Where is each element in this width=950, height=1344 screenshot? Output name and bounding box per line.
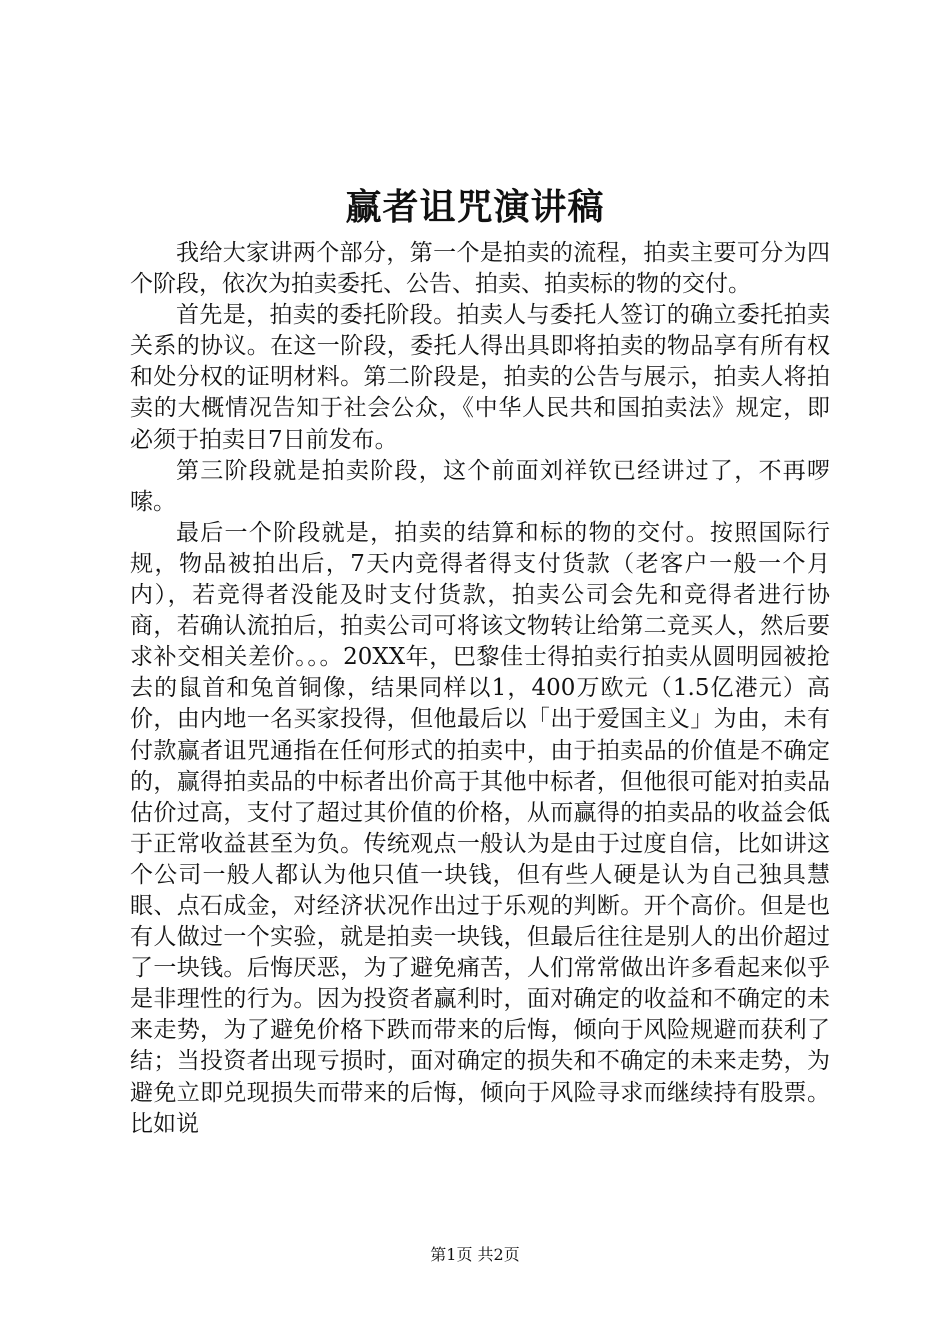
paragraph-intro: 我给大家讲两个部分，第一个是拍卖的流程，拍卖主要可分为四个阶段，依次为拍卖委托、公告、拍卖、拍卖标的物的交付。 (130, 240, 830, 298)
paragraph-auction-stage: 第三阶段就是拍卖阶段，这个前面刘祥钦已经讲过了，不再啰嗦。 (130, 457, 830, 515)
paragraph-commission-stage: 首先是，拍卖的委托阶段。拍卖人与委托人签订的确立委托拍卖关系的协议。在这一阶段，委托人得出具即将拍卖的物品享有所有权和处分权的证明材料。第二阶段是，拍卖的公告与展示，拍卖人将拍卖的大概情况告知于社会公众，《中华人民共和国拍卖法》规定，即必须于拍卖日7日前发布。 (130, 302, 830, 453)
page-footer: 第1页 共2页 (430, 1245, 520, 1264)
document-body (130, 238, 830, 1140)
paragraph-settlement-stage: 最后一个阶段就是，拍卖的结算和标的物的交付。按照国际行规，物品被拍出后，7天内竞得者得支付货款（老客户一般一个月内），若竞得者没能及时支付货款，拍卖公司会先和竞得者进行协商，若确认流拍后，拍卖公司可将该文物转让给第二竞买人，然后要求补交相关差价。。。20XX年，巴黎佳士得拍卖行拍卖从圆明园被抢去的鼠首和兔首铜像，结果同样以1，400万欧元（1.5亿港元）高价，由内地一名买家投得，但他最后以「出于爱国主义」为由，未有付款赢者诅咒通指在任何形式的拍卖中，由于拍卖品的价值是不确定的，赢得拍卖品的中标者出价高于其他中标者，但他很可能对拍卖品估价过高，支付了超过其价值的价格，从而赢得的拍卖品的收益会低于正常收益甚至为负。传统观点一般认为是由于过度自信，比如讲这个公司一般人都认为他只值一块钱，但有些人硬是认为自己独具慧眼、点石成金，对经济状况作出过于乐观的判断。开个高价。但是也有人做过一个实验，就是拍卖一块钱，但最后往往是别人的出价超过了一块钱。后悔厌恶，为了避免痛苦，人们常常做出许多看起来似乎是非理性的行为。因为投资者赢利时，面对确定的收益和不确定的未来走势，为了避免价格下跌而带来的后悔，倾向于风险规避而获利了结；当投资者出现亏损时，面对确定的损失和不确定的未来走势，为避免立即兑现损失而带来的后悔，倾向于风险寻求而继续持有股票。比如说 (130, 519, 830, 1137)
page-title: 赢者诅咒演讲稿 (345, 186, 605, 228)
